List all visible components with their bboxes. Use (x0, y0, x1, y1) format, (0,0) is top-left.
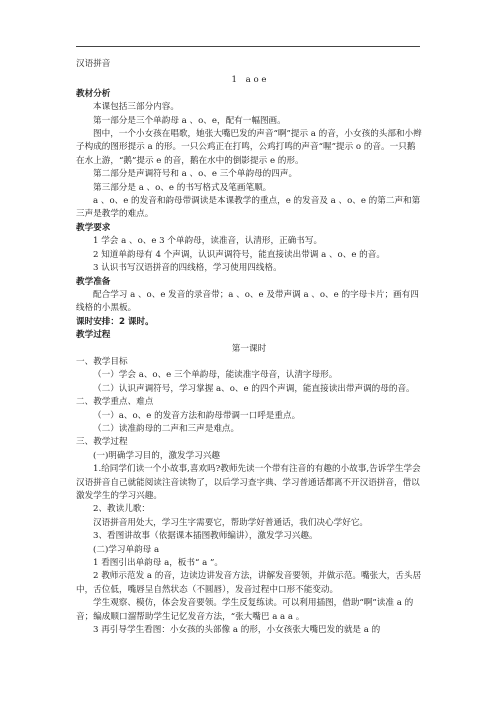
section-heading: 教学要求 (76, 222, 111, 233)
paragraph: 2、教读儿歌： (93, 504, 151, 515)
document-body (76, 58, 422, 637)
paragraph: 汉语拼音用处大，学习生字需要它，帮助学好普通话，我们决心学好它。 (93, 517, 369, 528)
paragraph: 二、教学重点、难点 (76, 397, 154, 408)
section-heading: 教学准备 (76, 276, 111, 287)
paragraph: 一、教学目标 (76, 356, 128, 367)
paragraph: 2 知道单韵母有 4 个声调，认识声调符号，能直接读出带调 a 、o、e 的音。 (93, 249, 385, 260)
paragraph: 第二部分是声调符号和 a 、o、e 三个单韵母的四声。 (93, 169, 298, 180)
paragraph: 3 认识书写汉语拼音的四线格，学习使用四线格。 (93, 263, 282, 274)
header-rule (76, 46, 420, 47)
paragraph: 3、看图讲故事（依据课本插图教师编讲），激发学习兴趣。 (93, 531, 318, 542)
document-lines (76, 88, 422, 638)
paragraph: （二）读准韵母的二声和三声是难点。 (93, 423, 240, 434)
paragraph: a 、o、e 的发音和韵母带调读是本课教学的重点，e 的发音及 a 、o、e 的第二声和第三声是教学的难点。 (76, 196, 421, 220)
paragraph: 3 再引导学生看图：小女孩的头部像 a 的形，小女孩张大嘴巴发的就是 a 的 (93, 625, 381, 636)
paragraph: 2 教师示范发 a 的音，边读边讲发音方法，讲解发音要领，并做示范。嘴张大，舌头居中，舌位低，嘴唇呈自然状态（不圆唇），发音过程中口形不能变动。 (76, 571, 422, 595)
paragraph: 学生观察、模仿，体会发音要领。学生反复练读。可以利用插图，借助“啊”读准 a 的音；编成顺口溜帮助学生记忆发音方法，“张大嘴巴 a a a 。 (76, 598, 414, 622)
paragraph: （一）a、o、e 的发音方法和韵母带调一口呼是重点。 (93, 410, 301, 421)
paragraph: 第三部分是 a 、o、e 的书写格式及笔画笔顺。 (93, 182, 272, 193)
lesson-title: 1 a o e (231, 75, 267, 86)
paragraph: (二)学习单韵母 a (93, 544, 160, 555)
paragraph: 本课包括三部分内容。 (93, 102, 179, 113)
paragraph: 1 学会 a 、o、e 3 个单韵母，读准音，认清形，正确书写。 (93, 236, 323, 247)
paragraph: 1 看图引出单韵母 a，板书“ a ”。 (93, 558, 223, 569)
paragraph: (一)明确学习目的，激发学习兴趣 (93, 450, 221, 461)
paragraph: （二）认识声调符号，学习掌握 a、o、e 的四个声调，能直接读出带声调的母的音。 (93, 383, 415, 394)
section-heading: 课时安排：2 课时。 (76, 316, 154, 327)
paragraph: （一）学会 a、o、e 三个单韵母，能读准字母音，认清字母形。 (93, 370, 338, 381)
section-heading: 教学过程 (76, 330, 111, 341)
paragraph: 第一课时 (231, 343, 267, 354)
paragraph: 图中，一个小女孩在唱歌，她张大嘴巴发的声音“啊”提示 a 的音，小女孩的头部和小辫子构成的图形提示 a 的形。一只公鸡正在打鸣，公鸡打鸣的声音“喔”提示 o 的音。一只鹅在水上游，“鹅”提示 e 的音，鹅在水中的倒影提示 e 的形。 (76, 129, 422, 166)
paragraph: 第一部分是三个单韵母 a 、o、e，配有一幅图画。 (93, 115, 286, 126)
section-heading: 教材分析 (76, 88, 111, 99)
doc-header: 汉语拼音 (76, 59, 111, 69)
paragraph: 三、教学过程 (76, 437, 128, 448)
paragraph: 配合学习 a 、o、e 发音的录音带；a 、o、e 及带声调 a 、o、e 的字母卡片；画有四线格的小黑板。 (76, 289, 419, 314)
paragraph: 1.给同学们读一个小故事,喜欢吗?教师先读一个带有注音的有趣的小故事,告诉学生学会汉语拼音自己就能阅读注音读物了，以后学习查字典、学习普通话都离不开汉语拼音，借以激发学生的学习兴趣。 (76, 464, 421, 501)
